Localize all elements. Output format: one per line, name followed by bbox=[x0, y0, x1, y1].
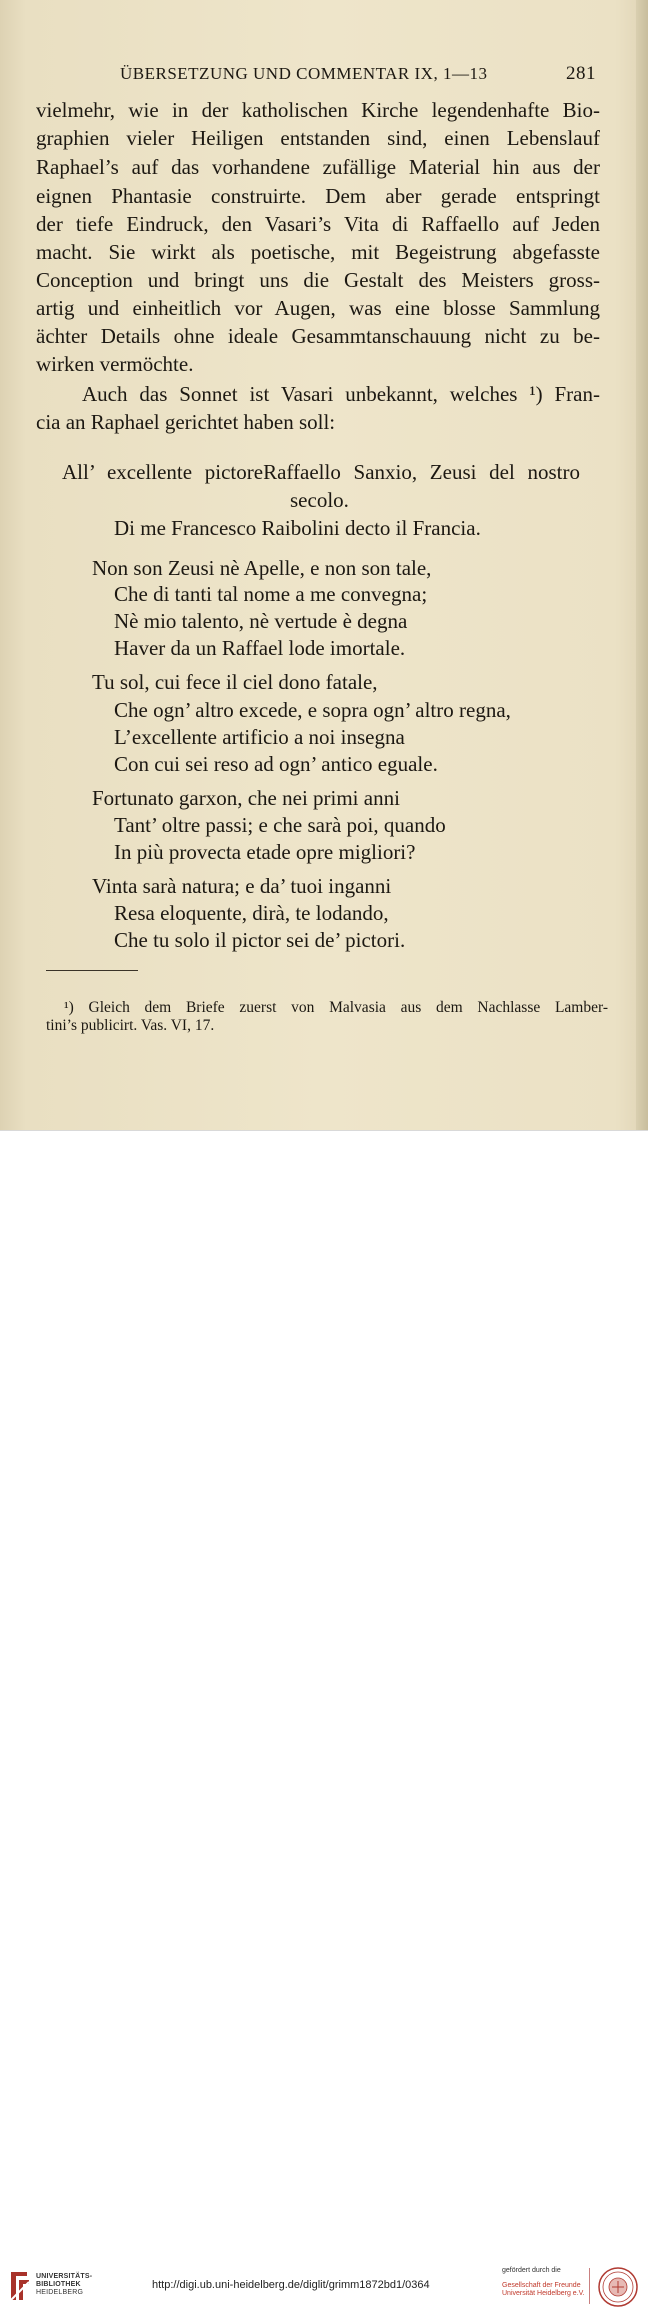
text-line: ächter Details ohne ideale Gesammtanschauung nicht zu be- bbox=[36, 324, 600, 348]
footnote-rule bbox=[46, 970, 138, 971]
text-line: Conception und bringt uns die Gestalt des Meisters gross- bbox=[36, 268, 600, 292]
text-line: Auch das Sonnet ist Vasari unbekannt, welches ¹) Fran- bbox=[82, 382, 600, 406]
library-name-line-3: HEIDELBERG bbox=[36, 2289, 84, 2296]
text-line: eignen Phantasie construirte. Dem aber gerade entspringt bbox=[36, 184, 600, 208]
verse-line: Resa eloquente, dirà, te lodando, bbox=[114, 901, 389, 925]
verse-line: Tu sol, cui fece il ciel dono fatale, bbox=[92, 670, 378, 694]
text-line: artig und einheitlich vor Augen, was eine blosse Sammlung bbox=[36, 296, 600, 320]
verse-line: Con cui sei reso ad ogn’ antico eguale. bbox=[114, 752, 438, 776]
verse-line: Che ogn’ altro excede, e sopra ogn’ altro regna, bbox=[114, 698, 511, 722]
text-line: Di me Francesco Raibolini decto il Francia. bbox=[114, 516, 481, 540]
verse-line: In più provecta etade opre migliori? bbox=[114, 840, 416, 864]
verse-line: Non son Zeusi nè Apelle, e non son tale, bbox=[92, 556, 432, 580]
sponsor-name-line-1: Gesellschaft der Freunde bbox=[502, 2282, 581, 2289]
university-seal-icon bbox=[598, 2267, 638, 2307]
library-name-line-1: UNIVERSITÄTS- bbox=[36, 2273, 93, 2280]
verse-line: Nè mio talento, nè vertude è degna bbox=[114, 609, 408, 633]
text-line: macht. Sie wirkt als poetische, mit Begeistrung abgefasste bbox=[36, 240, 600, 264]
running-header bbox=[0, 60, 648, 88]
verse-line: L’excellente artificio a noi insegna bbox=[114, 725, 405, 749]
text-line: graphien vieler Heiligen entstanden sind, einen Lebenslauf bbox=[36, 126, 600, 150]
text-line: vielmehr, wie in der katholischen Kirche legendenhafte Bio- bbox=[36, 98, 600, 122]
text-line: cia an Raphael gerichtet haben soll: bbox=[36, 410, 336, 434]
text-line: Raphael’s auf das vorhandene zufällige Material hin aus der bbox=[36, 155, 600, 179]
permalink-url[interactable]: http://digi.ub.uni-heidelberg.de/diglit/grimm1872bd1/0364 bbox=[152, 2279, 430, 2291]
library-name-line-2: BIBLIOTHEK bbox=[36, 2281, 81, 2288]
running-title: ÜBERSETZUNG UND COMMENTAR IX, 1—13 bbox=[120, 64, 488, 83]
verse-line: Tant’ oltre passi; e che sarà poi, quando bbox=[114, 813, 446, 837]
verse-line: Vinta sarà natura; e da’ tuoi inganni bbox=[92, 874, 392, 898]
footnote-line: ¹) Gleich dem Briefe zuerst von Malvasia aus dem Nachlasse Lamber- bbox=[64, 999, 608, 1016]
verse-line: Che tu solo il pictor sei de’ pictori. bbox=[114, 928, 406, 952]
verse-line: Haver da un Raffael lode imortale. bbox=[114, 636, 406, 660]
text-line: wirken vermöchte. bbox=[36, 352, 194, 376]
verse-line: Che di tanti tal nome a me convegna; bbox=[114, 582, 428, 606]
text-line: All’ excellente pictoreRaffaello Sanxio, Zeusi del nostro bbox=[62, 460, 580, 484]
footer-divider bbox=[589, 2268, 590, 2304]
verse-line: Fortunato garxon, che nei primi anni bbox=[92, 786, 400, 810]
sponsor-intro: gefördert durch die bbox=[502, 2267, 561, 2274]
scanned-page bbox=[0, 0, 648, 1130]
page-number: 281 bbox=[566, 63, 596, 84]
digitization-footer bbox=[0, 1130, 648, 2297]
footnote-line: tini’s publicirt. Vas. VI, 17. bbox=[46, 1017, 215, 1034]
sponsor-name-line-2: Universität Heidelberg e.V. bbox=[502, 2290, 585, 2297]
library-logo-icon bbox=[8, 2270, 32, 2302]
text-line: secolo. bbox=[290, 488, 349, 512]
text-line: der tiefe Eindruck, den Vasari’s Vita di Raffaello auf Jeden bbox=[36, 212, 600, 236]
